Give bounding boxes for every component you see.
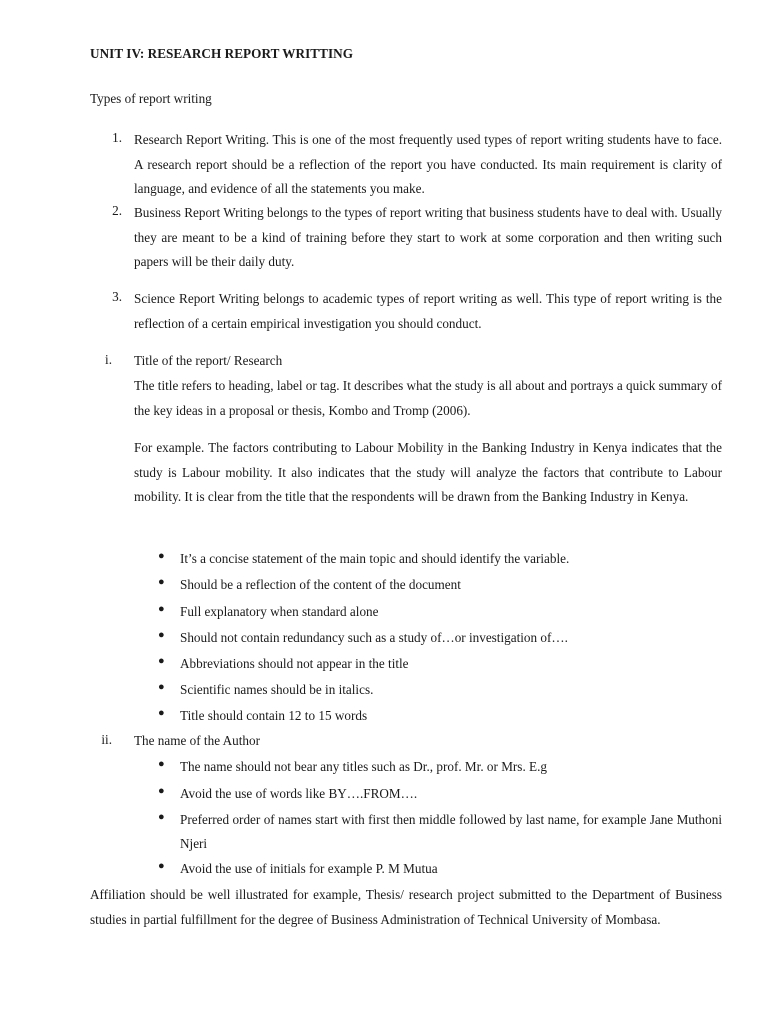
bullet-dot: ● bbox=[158, 860, 165, 872]
page-title: UNIT IV: RESEARCH REPORT WRITTING bbox=[90, 46, 354, 61]
list-item: Preferred order of names start with first then middle followed by last name, for example Jane Muthoni Njeri bbox=[180, 812, 722, 851]
list-item: Abbreviations should not appear in the title bbox=[180, 656, 409, 671]
bullet-dot: ● bbox=[158, 550, 165, 562]
list-item: Avoid the use of initials for example P. M Mutua bbox=[180, 861, 438, 876]
list-item: Avoid the use of words like BY….FROM…. bbox=[180, 786, 418, 801]
list-marker-2: 2. bbox=[112, 203, 122, 218]
section-i-para-1: The title refers to heading, label or tag. It describes what the study is all about and portrays a quick summary of the key ideas in a proposal or thesis, Kombo and Tromp (2006). bbox=[134, 378, 722, 418]
section-marker-i: i. bbox=[105, 352, 112, 367]
bullet-dot: ● bbox=[158, 576, 165, 588]
bullet-dot: ● bbox=[158, 758, 165, 770]
list-item: Scientific names should be in italics. bbox=[180, 682, 374, 697]
bullet-dot: ● bbox=[158, 785, 165, 797]
list-item: The name should not bear any titles such as Dr., prof. Mr. or Mrs. E.g bbox=[180, 759, 547, 774]
bullet-dot: ● bbox=[158, 681, 165, 693]
bullet-dot: ● bbox=[158, 655, 165, 667]
list-marker-1: 1. bbox=[112, 130, 122, 145]
bullet-dot: ● bbox=[158, 707, 165, 719]
section-i-para-2: For example. The factors contributing to Labour Mobility in the Banking Industry in Kenya indicates that the study is Labour mobility. It also indicates that the study will analyze the factors that contribute to Labour mobility. It is clear from the title that the respondents will be drawn from the Banking Industry in Kenya. bbox=[134, 440, 722, 504]
list-item: Title should contain 12 to 15 words bbox=[180, 708, 368, 723]
closing-paragraph: Affiliation should be well illustrated for example, Thesis/ research project submitted to the Department of Business studies in partial fulfillment for the degree of Business Administration of Technical University of Mombasa. bbox=[90, 887, 722, 927]
list-item: Should not contain redundancy such as a study of…or investigation of…. bbox=[180, 630, 568, 645]
section-ii-heading: The name of the Author bbox=[134, 733, 260, 748]
list-item-1: Research Report Writing. This is one of the most frequently used types of report writing students have to face. A research report should be a reflection of the report you have conducted. Its main requirement is clarity of language, and evidence of all the statements you make. bbox=[134, 132, 722, 196]
list-item: Should be a reflection of the content of the document bbox=[180, 577, 461, 592]
list-item: Full explanatory when standard alone bbox=[180, 604, 379, 619]
intro-text: Types of report writing bbox=[90, 91, 212, 106]
list-marker-3: 3. bbox=[112, 289, 122, 304]
section-marker-ii: ii. bbox=[101, 732, 112, 747]
list-item-2: Business Report Writing belongs to the types of report writing that business students have to deal with. Usually they are meant to be a kind of training before they start to work at some corporation and then writing such papers will be their daily duty. bbox=[134, 205, 722, 269]
list-item: It’s a concise statement of the main topic and should identify the variable. bbox=[180, 551, 570, 566]
bullet-dot: ● bbox=[158, 811, 165, 823]
list-item-3: Science Report Writing belongs to academic types of report writing as well. This type of report writing is the reflection of a certain empirical investigation you should conduct. bbox=[134, 291, 722, 331]
bullet-dot: ● bbox=[158, 603, 165, 615]
section-i-heading: Title of the report/ Research bbox=[134, 353, 283, 368]
bullet-dot: ● bbox=[158, 629, 165, 641]
